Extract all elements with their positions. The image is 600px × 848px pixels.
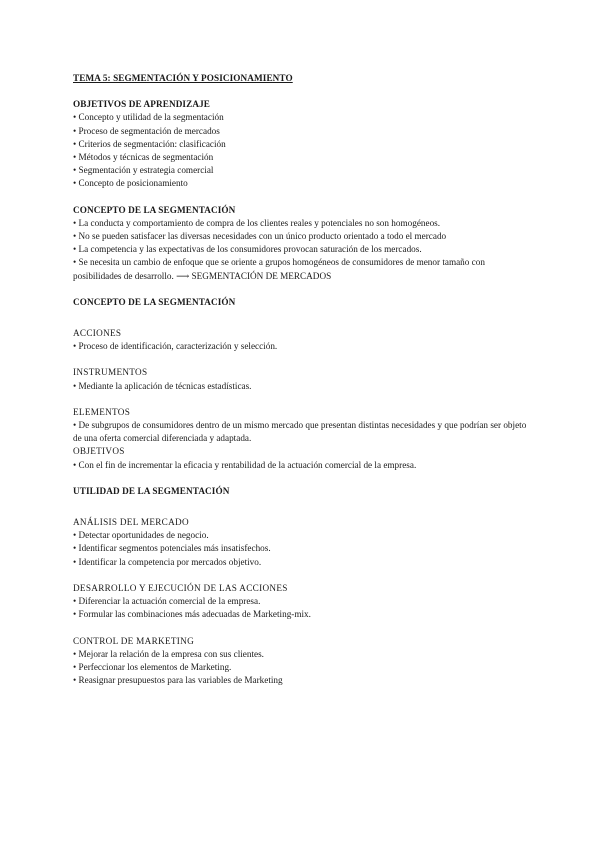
list-item: • Con el fin de incrementar la eficacia y rentabilidad de la actuación comercial de la empresa. [73, 459, 533, 472]
list-item: • Métodos y técnicas de segmentación [73, 151, 533, 164]
desarrollo-list [73, 595, 533, 621]
objetivos-sub-list [73, 459, 533, 472]
list-item: • Proceso de identificación, caracterización y selección. [73, 340, 533, 353]
list-item: • Criterios de segmentación: clasificación [73, 138, 533, 151]
concepto-heading: CONCEPTO DE LA SEGMENTACIÓN [73, 204, 236, 215]
concepto-list [73, 217, 533, 283]
list-item: • Concepto y utilidad de la segmentación [73, 111, 533, 124]
list-item: • La conducta y comportamiento de compra de los clientes reales y potenciales no son homogéneos. [73, 217, 533, 230]
objetivos-list [73, 111, 533, 190]
list-item: • De subgrupos de consumidores dentro de un mismo mercado que presentan distintas necesidades y que podrían ser objeto de una oferta comercial diferenciada y adaptada. [73, 419, 533, 445]
list-item: • Formular las combinaciones más adecuadas de Marketing-mix. [73, 608, 533, 621]
control-heading: CONTROL DE MARKETING [73, 635, 195, 646]
list-item: • Reasignar presupuestos para las variables de Marketing [73, 674, 533, 687]
list-item: • Proceso de segmentación de mercados [73, 125, 533, 138]
acciones-heading: ACCIONES [73, 328, 122, 339]
list-item: • Identificar segmentos potenciales más insatisfechos. [73, 542, 533, 555]
list-item: • Mejorar la relación de la empresa con sus clientes. [73, 648, 533, 661]
list-item: • Detectar oportunidades de negocio. [73, 529, 533, 542]
list-item: • La competencia y las expectativas de los consumidores provocan saturación de los mercados. [73, 243, 533, 256]
list-item: • Diferenciar la actuación comercial de la empresa. [73, 595, 533, 608]
analisis-heading: ANÁLISIS DEL MERCADO [73, 517, 189, 528]
elementos-heading: ELEMENTOS [73, 406, 131, 417]
list-item: • Identificar la competencia por mercados objetivo. [73, 556, 533, 569]
list-item: • Mediante la aplicación de técnicas estadísticas. [73, 380, 533, 393]
document-page [73, 72, 533, 687]
instrumentos-list [73, 380, 533, 393]
analisis-list [73, 529, 533, 569]
control-list [73, 648, 533, 688]
utilidad-heading: UTILIDAD DE LA SEGMENTACIÓN [73, 485, 230, 496]
instrumentos-heading: INSTRUMENTOS [73, 367, 148, 378]
elementos-list [73, 419, 533, 445]
list-item: • No se pueden satisfacer las diversas necesidades con un único producto orientado a todo el mercado [73, 230, 533, 243]
acciones-list [73, 340, 533, 353]
concepto-heading-2: CONCEPTO DE LA SEGMENTACIÓN [73, 296, 236, 307]
list-item: • Perfeccionar los elementos de Marketing. [73, 661, 533, 674]
list-item: • Segmentación y estrategia comercial [73, 164, 533, 177]
document-title: TEMA 5: SEGMENTACIÓN Y POSICIONAMIENTO [73, 73, 293, 83]
list-item: • Se necesita un cambio de enfoque que se oriente a grupos homogéneos de consumidores de menor tamaño con posibilidades de desarrollo. ⟶ SEGMENTACIÓN DE MERCADOS [73, 256, 533, 282]
objetivos-sub-heading: OBJETIVOS [73, 446, 125, 457]
desarrollo-heading: DESARROLLO Y EJECUCIÓN DE LAS ACCIONES [73, 582, 288, 593]
list-item: • Concepto de posicionamiento [73, 177, 533, 190]
objetivos-heading: OBJETIVOS DE APRENDIZAJE [73, 99, 210, 110]
